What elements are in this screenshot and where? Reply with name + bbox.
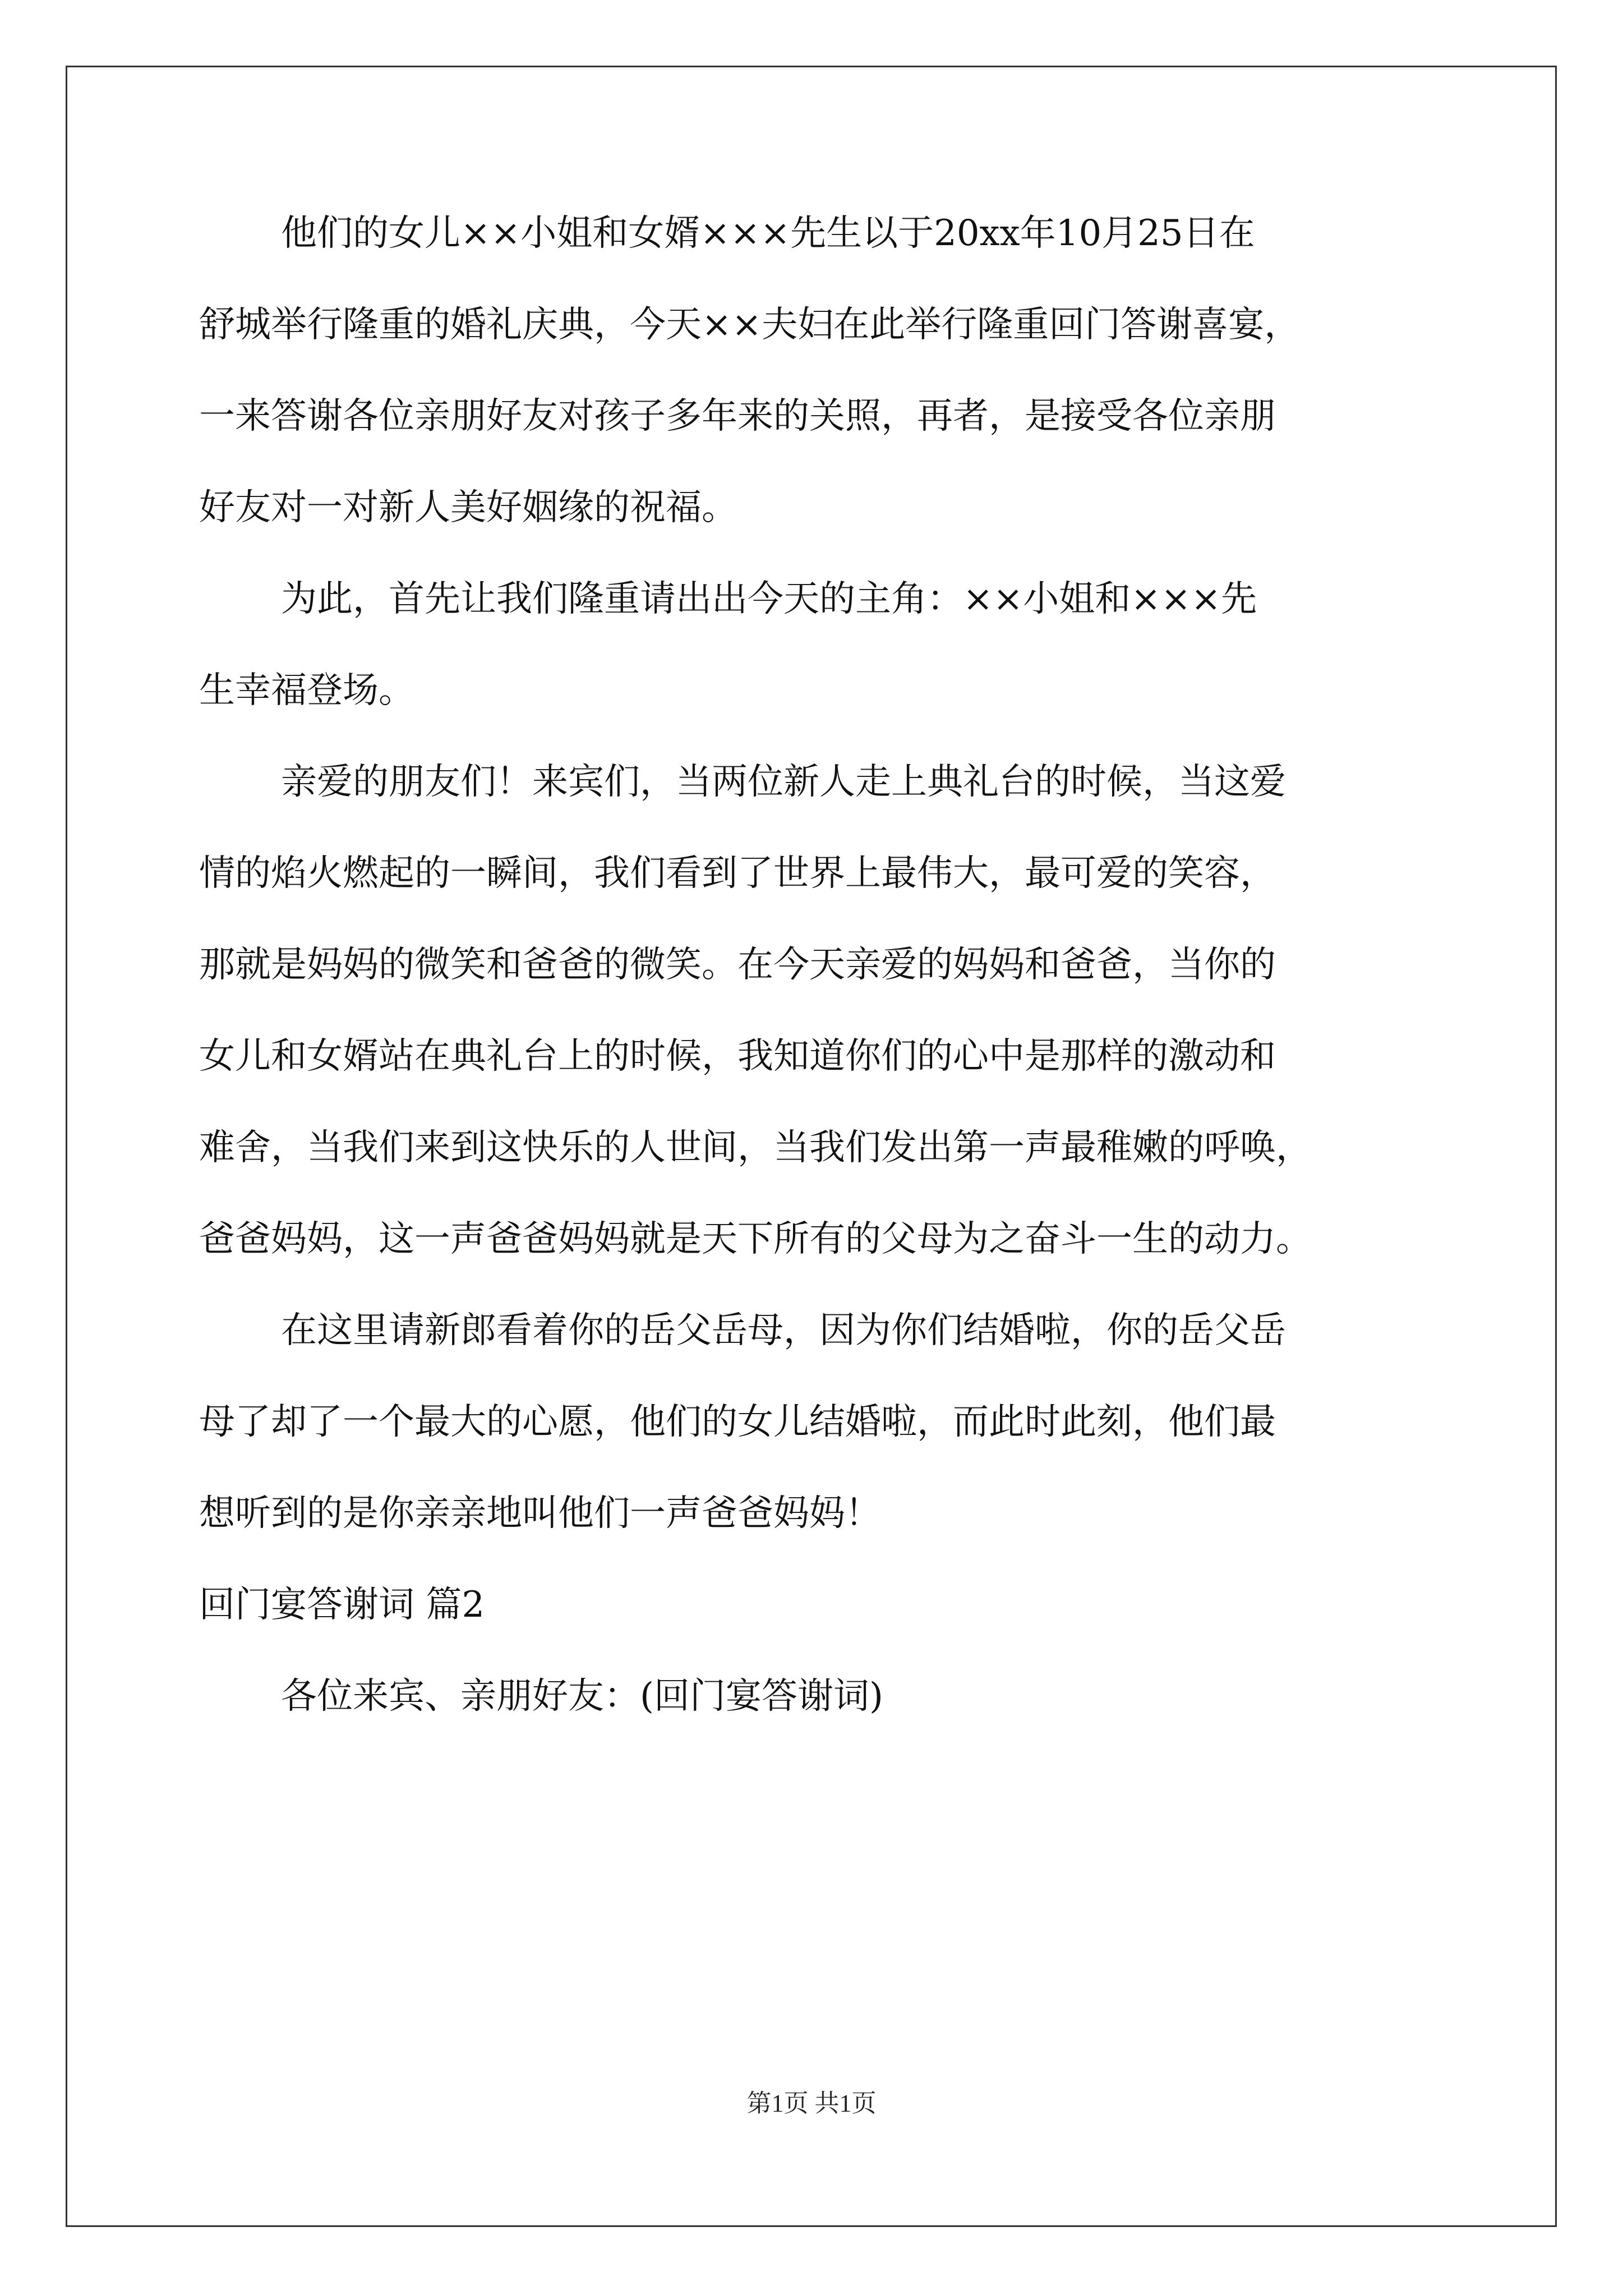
paragraph-1-line-2: 舒城举行隆重的婚礼庆典，今天××夫妇在此举行隆重回门答谢喜宴， bbox=[199, 304, 1301, 346]
paragraph-3-line-3: 那就是妈妈的微笑和爸爸的微笑。在今天亲爱的妈妈和爸爸，当你的 bbox=[199, 944, 1276, 986]
paragraph-4-line-2: 母了却了一个最大的心愿，他们的女儿结婚啦，而此时此刻，他们最 bbox=[199, 1401, 1276, 1443]
paragraph-3-line-1: 亲爱的朋友们！来宾们，当两位新人走上典礼台的时候，当这爱 bbox=[281, 761, 1286, 803]
section-heading: 回门宴答谢词 篇2 bbox=[199, 1584, 485, 1626]
paragraph-5-line-1: 各位来宾、亲朋好友：(回门宴答谢词) bbox=[281, 1676, 883, 1717]
paragraph-3-line-6: 爸爸妈妈，这一声爸爸妈妈就是天下所有的父母为之奋斗一生的动力。 bbox=[199, 1218, 1312, 1260]
paragraph-4-line-1: 在这里请新郎看着你的岳父岳母，因为你们结婚啦，你的岳父岳 bbox=[281, 1310, 1286, 1351]
page-footer: 第1页 共1页 bbox=[746, 2090, 877, 2117]
paragraph-1-line-4: 好友对一对新人美好姻缘的祝福。 bbox=[199, 487, 737, 528]
paragraph-1-line-3: 一来答谢各位亲朋好友对孩子多年来的关照，再者，是接受各位亲朋 bbox=[199, 395, 1276, 437]
paragraph-3-line-5: 难舍，当我们来到这快乐的人世间，当我们发出第一声最稚嫩的呼唤， bbox=[199, 1127, 1312, 1168]
paragraph-4-line-3: 想听到的是你亲亲地叫他们一声爸爸妈妈！ bbox=[199, 1493, 881, 1534]
paragraph-2-line-1: 为此，首先让我们隆重请出出今天的主角：××小姐和×××先 bbox=[281, 578, 1257, 620]
paragraph-1-line-1: 他们的女儿××小姐和女婿×××先生以于20xx年10月25日在 bbox=[281, 213, 1255, 254]
paragraph-3-line-2: 情的焰火燃起的一瞬间，我们看到了世界上最伟大，最可爱的笑容， bbox=[199, 853, 1276, 894]
paragraph-3-line-4: 女儿和女婿站在典礼台上的时候，我知道你们的心中是那样的激动和 bbox=[199, 1036, 1276, 1077]
paragraph-2-line-2: 生幸福登场。 bbox=[199, 670, 414, 711]
